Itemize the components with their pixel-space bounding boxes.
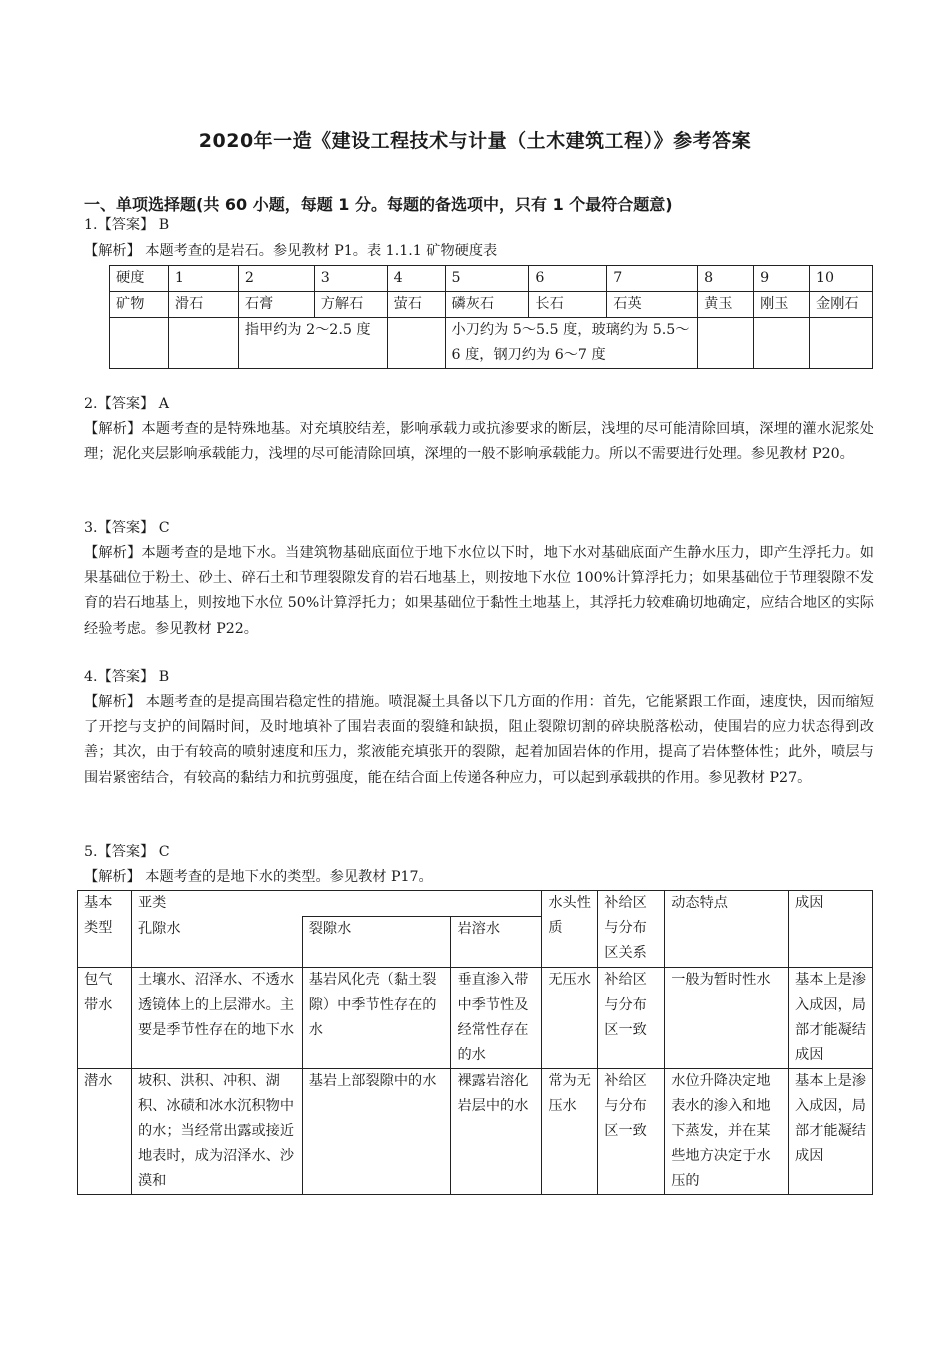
table-cell: 10 <box>810 266 873 292</box>
header-pore: 孔隙水 <box>131 917 302 968</box>
table-cell: 水位升降决定地表水的渗入和地下蒸发，并在某些地方决定于水压的 <box>665 1068 789 1194</box>
table-cell: 长石 <box>529 292 607 318</box>
answer-line-q3: 3.【答案】 C <box>84 520 170 536</box>
table-row <box>110 292 873 318</box>
header-karst: 岩溶水 <box>451 917 542 968</box>
table-cell: 石膏 <box>238 292 314 318</box>
table-cell: 4 <box>387 266 445 292</box>
table-cell <box>168 318 238 369</box>
table-cell: 金刚石 <box>810 292 873 318</box>
table-cell: 矿物 <box>110 292 169 318</box>
table-row <box>110 266 873 292</box>
table-row <box>78 1068 873 1194</box>
explanation-q5: 【解析】 本题考查的是地下水的类型。参见教材 P17。 <box>84 869 433 885</box>
section-heading: 一、单项选择题(共 60 小题，每题 1 分。每题的备选项中，只有 1 个最符合题意) <box>84 195 673 214</box>
table-cell: 一般为暂时性水 <box>665 967 789 1068</box>
answer-line-q2: 2.【答案】 A <box>84 396 170 412</box>
table-cell: 滑石 <box>168 292 238 318</box>
table-cell: 包气带水 <box>78 967 132 1068</box>
table-cell <box>110 318 169 369</box>
answer-line-q5: 5.【答案】 C <box>84 844 170 860</box>
header-head: 水头性质 <box>542 891 598 968</box>
table-cell: 黄玉 <box>698 292 754 318</box>
table-cell: 9 <box>754 266 810 292</box>
table-cell: 垂直渗入带中季节性及经常性存在的水 <box>451 967 542 1068</box>
table-cell: 基岩风化壳（黏土裂隙）中季节性存在的水 <box>302 967 451 1068</box>
table-cell: 石英 <box>607 292 698 318</box>
table-cell: 补给区与分布区一致 <box>598 967 665 1068</box>
header-basic-type: 基本类型 <box>78 891 132 968</box>
table-cell: 刚玉 <box>754 292 810 318</box>
table-cell: 补给区与分布区一致 <box>598 1068 665 1194</box>
table-cell: 8 <box>698 266 754 292</box>
table-cell <box>698 318 754 369</box>
table-cell <box>810 318 873 369</box>
table-cell: 萤石 <box>387 292 445 318</box>
fingernail-note: 指甲约为 2～2.5 度 <box>238 318 387 369</box>
table-header-row <box>78 891 873 917</box>
table-cell: 无压水 <box>542 967 598 1068</box>
table-cell: 坡积、洪积、冲积、湖积、冰碛和冰水沉积物中的水；当经常出露或接近地表时，成为沼泽水、沙漠和 <box>131 1068 302 1194</box>
table-cell: 基岩上部裂隙中的水 <box>302 1068 451 1194</box>
table-cell: 裸露岩溶化岩层中的水 <box>451 1068 542 1194</box>
answer-line-q4: 4.【答案】 B <box>84 669 170 685</box>
table-cell: 磷灰石 <box>445 292 529 318</box>
table-cell: 3 <box>314 266 387 292</box>
table-cell: 硬度 <box>110 266 169 292</box>
table-cell <box>754 318 810 369</box>
table-cell: 5 <box>445 266 529 292</box>
header-fissure: 裂隙水 <box>302 917 451 968</box>
explanation-q1: 【解析】 本题考查的是岩石。参见教材 P1。表 1.1.1 矿物硬度表 <box>84 243 498 259</box>
header-subtype: 亚类 <box>131 891 541 917</box>
table-cell: 2 <box>238 266 314 292</box>
table-cell: 常为无压水 <box>542 1068 598 1194</box>
table-cell: 土壤水、沼泽水、不透水透镜体上的上层滞水。主要是季节性存在的地下水 <box>131 967 302 1068</box>
explanation-q4: 【解析】 本题考查的是提高围岩稳定性的措施。喷混凝土具备以下几方面的作用：首先，它能紧跟工作面，速度快，因而缩短了开挖与支护的间隔时间，及时地填补了围岩表面的裂缝和缺损，阻止裂隙切割的碎块脱落松动，使围岩的应力状态得到改善；其次，由于有较高的喷射速度和压力，浆液能充填张开的裂隙，起着加固岩体的作用，提高了岩体整体性；此外，喷层与围岩紧密结合，有较高的黏结力和抗剪强度，能在结合面上传递各种应力，可以起到承载拱的作用。参见教材 P27。 <box>84 694 874 786</box>
table-cell: 方解石 <box>314 292 387 318</box>
table-row <box>110 318 873 369</box>
header-recharge: 补给区与分布区关系 <box>598 891 665 968</box>
explanation-q2: 【解析】本题考查的是特殊地基。对充填胶结差，影响承载力或抗渗要求的断层，浅埋的尽可能清除回填，深埋的灌水泥浆处理；泥化夹层影响承载能力，浅埋的尽可能清除回填，深埋的一般不影响承载能力。所以不需要进行处理。参见教材 P20。 <box>84 421 874 463</box>
table-row <box>78 967 873 1068</box>
table-cell: 基本上是渗入成因，局部才能凝结成因 <box>789 1068 873 1194</box>
explanation-q3: 【解析】本题考查的是地下水。当建筑物基础底面位于地下水位以下时，地下水对基础底面产生静水压力，即产生浮托力。如果基础位于粉土、砂土、碎石土和节理裂隙发育的岩石地基上，则按地下水位 100%计算浮托力；如果基础位于节理裂隙不发育的岩石地基上，则按地下水位 50%计算浮托力；如果基础位于黏性土地基上，其浮托力较难确切地确定，应结合地区的实际经验考虑。参见教材 P22。 <box>84 545 874 637</box>
table-cell: 潜水 <box>78 1068 132 1194</box>
table-cell: 7 <box>607 266 698 292</box>
table-cell: 1 <box>168 266 238 292</box>
table-cell: 基本上是渗入成因，局部才能凝结成因 <box>789 967 873 1068</box>
answer-line-q1: 1.【答案】 B <box>84 217 170 233</box>
table-cell <box>387 318 445 369</box>
header-cause: 成因 <box>789 891 873 968</box>
table-cell: 6 <box>529 266 607 292</box>
mineral-hardness-table <box>109 265 873 369</box>
header-dynamic: 动态特点 <box>665 891 789 968</box>
groundwater-type-table <box>77 890 873 1195</box>
page-title: 2020年一造《建设工程技术与计量（土木建筑工程）》参考答案 <box>198 130 752 152</box>
knife-glass-note: 小刀约为 5～5.5 度，玻璃约为 5.5～6 度，钢刀约为 6～7 度 <box>445 318 698 369</box>
